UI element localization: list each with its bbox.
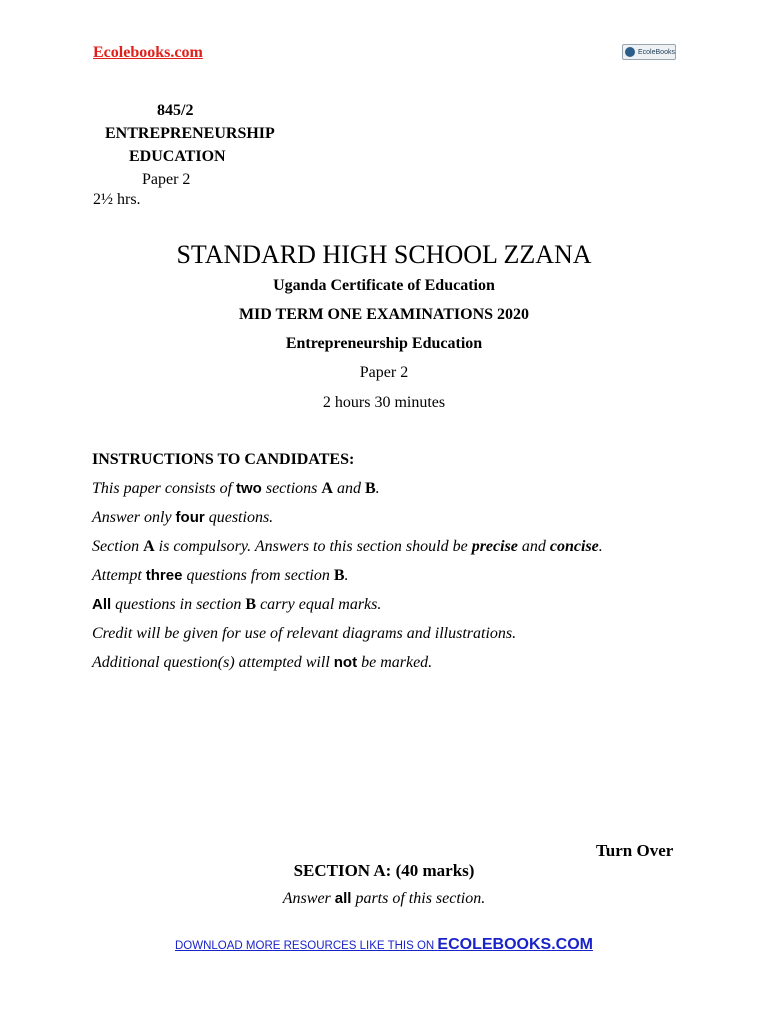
ecolebooks-header-link[interactable]: Ecolebooks.com bbox=[93, 44, 203, 61]
subject-line-1: ENTREPRENEURSHIP bbox=[105, 125, 275, 142]
paper-duration: 2½ hrs. bbox=[93, 191, 141, 208]
instruction-line-3: Section A is compulsory. Answers to this section should be precise and concise. bbox=[92, 538, 603, 555]
book-icon bbox=[625, 47, 635, 57]
school-title: STANDARD HIGH SCHOOL ZZANA bbox=[176, 240, 592, 269]
footer-link-site: ECOLEBOOKS.COM bbox=[437, 936, 593, 953]
footer-link-text: DOWNLOAD MORE RESOURCES LIKE THIS ON bbox=[175, 940, 438, 952]
exam-time: 2 hours 30 minutes bbox=[322, 394, 446, 411]
instructions-heading: INSTRUCTIONS TO CANDIDATES: bbox=[92, 451, 355, 468]
instruction-line-2: Answer only four questions. bbox=[92, 509, 274, 526]
section-a-note: Answer all parts of this section. bbox=[282, 890, 486, 907]
instruction-line-1: This paper consists of two sections A and B. bbox=[92, 480, 380, 497]
instruction-line-4: Attempt three questions from section B. bbox=[92, 567, 349, 584]
turn-over-label: Turn Over bbox=[596, 841, 674, 860]
certificate-name: Uganda Certificate of Education bbox=[273, 277, 495, 294]
ecolebooks-logo bbox=[622, 44, 676, 60]
paper-number: Paper 2 bbox=[142, 171, 191, 188]
subject-line-2: EDUCATION bbox=[129, 148, 226, 165]
logo-text: EcoleBooks bbox=[638, 48, 675, 56]
exam-name: MID TERM ONE EXAMINATIONS 2020 bbox=[238, 306, 530, 323]
section-a-heading: SECTION A: (40 marks) bbox=[293, 861, 475, 880]
exam-subject: Entrepreneurship Education bbox=[285, 335, 483, 352]
instruction-line-6: Credit will be given for use of relevant diagrams and illustrations. bbox=[92, 625, 517, 642]
paper-code: 845/2 bbox=[157, 102, 194, 119]
download-resources-link[interactable] bbox=[0, 936, 768, 954]
exam-paper: Paper 2 bbox=[359, 364, 409, 381]
instruction-line-5: All questions in section B carry equal marks. bbox=[92, 596, 382, 613]
instruction-line-7: Additional question(s) attempted will not be marked. bbox=[92, 654, 433, 671]
